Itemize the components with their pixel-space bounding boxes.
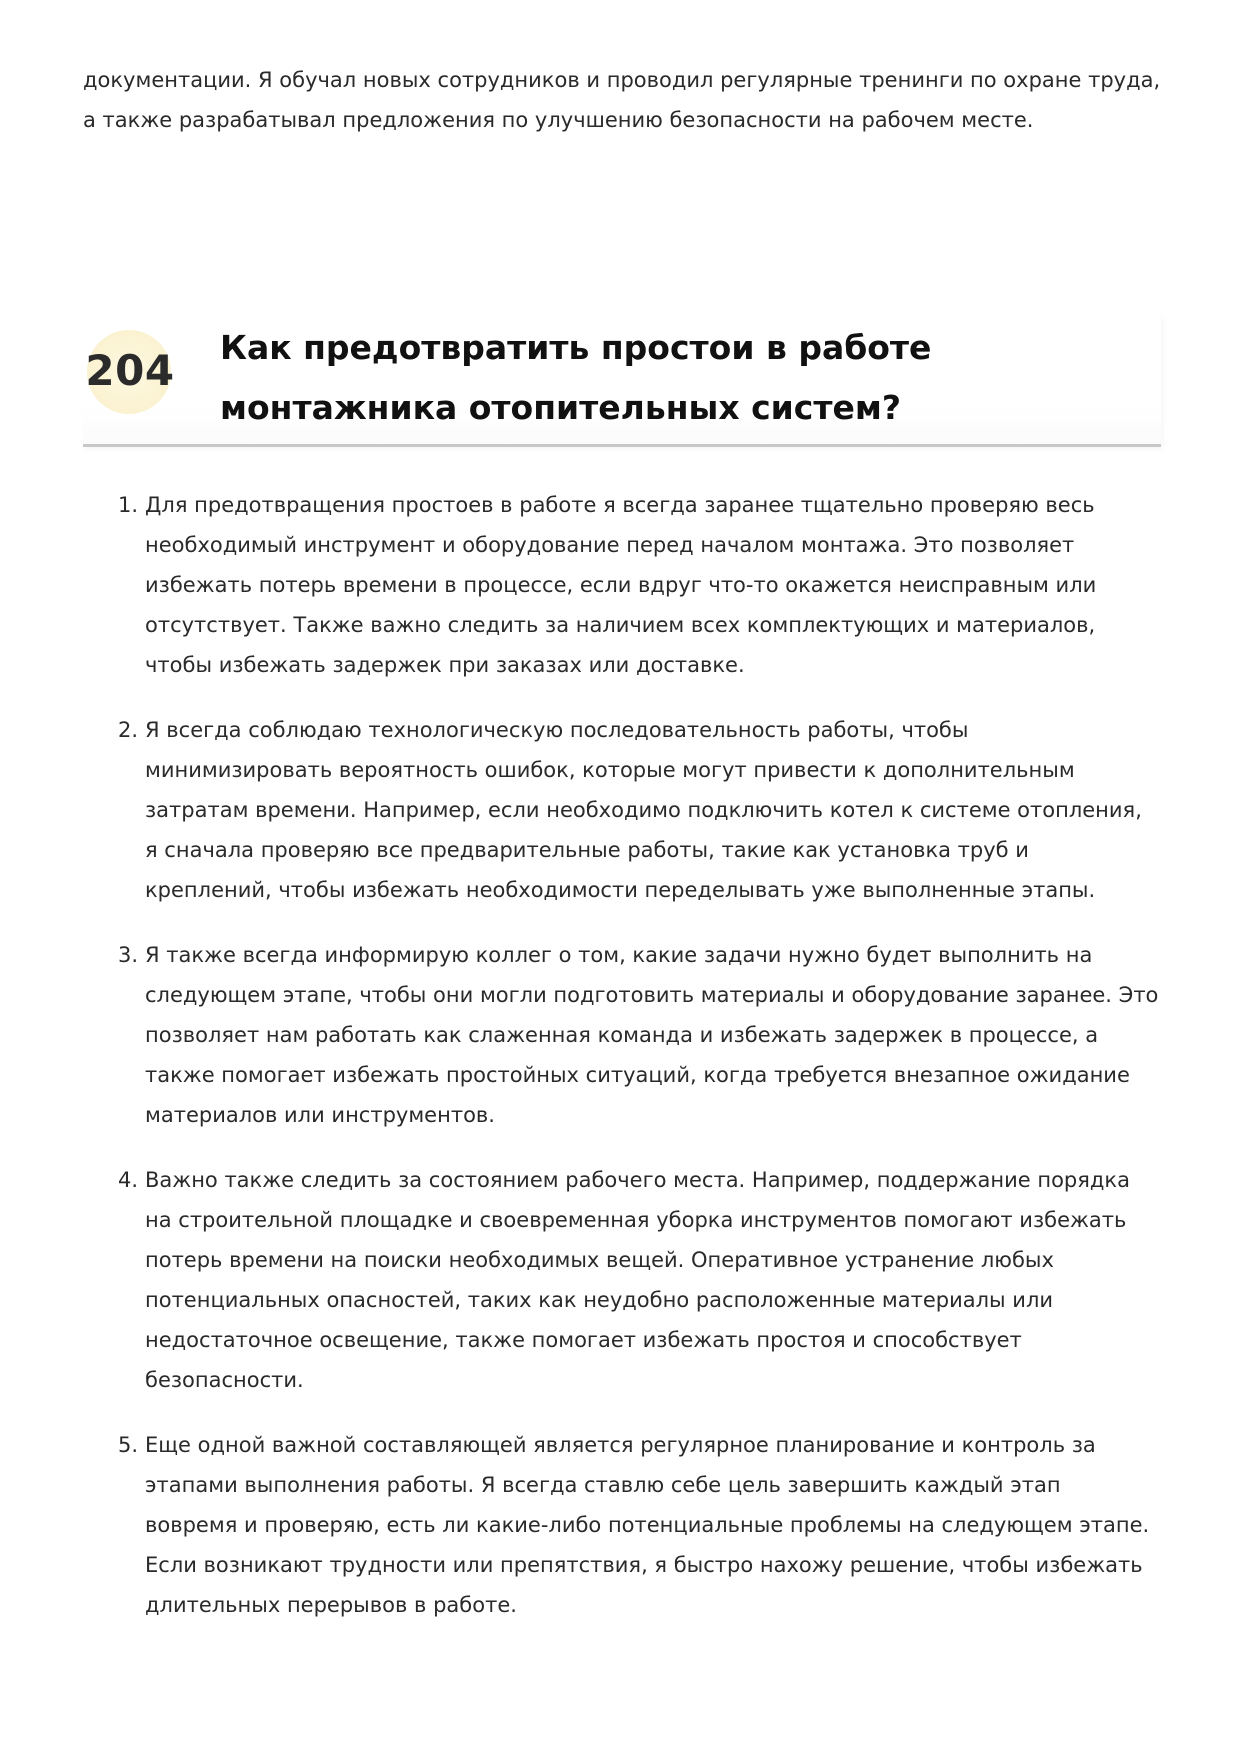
answer-number: 4. <box>118 1168 139 1192</box>
answer-text: Я всегда соблюдаю технологическую последовательность работы, чтобы минимизировать вероятность ошибок, которые могут привести к дополнительным затратам времени. Например, если необходимо подключить котел к системе отопления, я сначала проверяю все предварительные работы, такие как установка труб и креплений, чтобы избежать необходимости переделывать уже выполненные этапы. <box>145 718 1142 902</box>
answer-number: 3. <box>118 943 139 967</box>
intro-paragraph: документации. Я обучал новых сотрудников и проводил регулярные тренинги по охране труда, а также разрабатывал предложения по улучшению безопасности на рабочем месте. <box>83 68 1161 132</box>
answer-number: 2. <box>118 718 139 742</box>
section-header <box>83 316 1161 447</box>
question-number: 204 <box>85 346 175 395</box>
answer-text: Для предотвращения простоев в работе я всегда заранее тщательно проверяю весь необходимый инструмент и оборудование перед началом монтажа. Это позволяет избежать потерь времени в процессе, если вдруг что-то окажется неисправным или отсутствует. Также важно следить за наличием всех комплектующих и материалов, чтобы избежать задержек при заказах или доставке. <box>145 493 1097 677</box>
answer-list <box>0 485 1239 1650</box>
answer-item <box>0 485 1159 685</box>
answer-text: Я также всегда информирую коллег о том, какие задачи нужно будет выполнить на следующем этапе, чтобы они могли подготовить материалы и оборудование заранее. Это позволяет нам работать как слаженная команда и избежать задержек в процессе, а также помогает избежать простойных ситуаций, когда требуется внезапное ожидание материалов или инструментов. <box>145 943 1159 1127</box>
question-title: Как предотвратить простои в работе монтажника отопительных систем? <box>220 328 932 427</box>
answer-item <box>0 710 1159 910</box>
answer-item <box>0 1425 1159 1625</box>
answer-item <box>0 1160 1159 1400</box>
answer-number: 5. <box>118 1433 139 1457</box>
answer-number: 1. <box>118 493 139 517</box>
answer-text: Важно также следить за состоянием рабочего места. Например, поддержание порядка на строительной площадке и своевременная уборка инструментов помогают избежать потерь времени на поиски необходимых вещей. Оперативное устранение любых потенциальных опасностей, таких как неудобно расположенные материалы или недостаточное освещение, также помогает избежать простоя и способствует безопасности. <box>145 1168 1130 1392</box>
answer-item <box>0 935 1159 1135</box>
answer-text: Еще одной важной составляющей является регулярное планирование и контроль за этапами выполнения работы. Я всегда ставлю себе цель завершить каждый этап вовремя и проверяю, есть ли какие-либо потенциальные проблемы на следующем этапе. Если возникают трудности или препятствия, я быстро нахожу решение, чтобы избежать длительных перерывов в работе. <box>145 1433 1150 1617</box>
